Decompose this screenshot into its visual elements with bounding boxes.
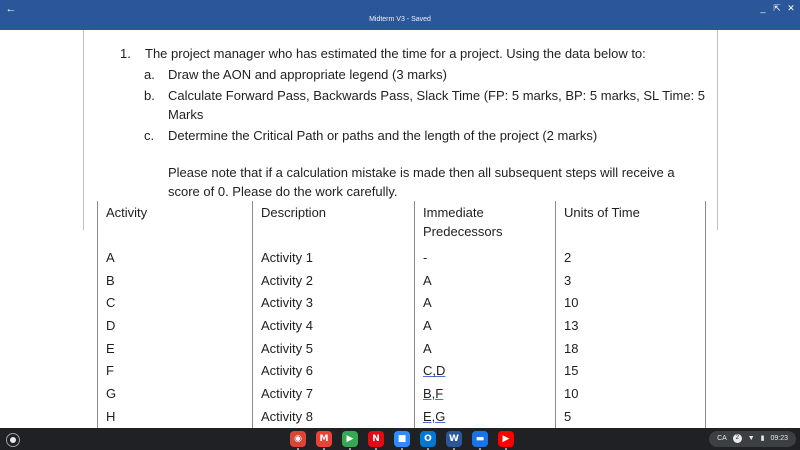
activity-cell-text: C (106, 295, 116, 311)
units-cell (556, 383, 706, 406)
units-cell (556, 292, 706, 315)
item-b-text-line1: Calculate Forward Pass, Backwards Pass, Slack Time (FP: 5 marks, BP: 5 marks, SL Time: 5 (168, 88, 706, 103)
table-row (98, 270, 706, 293)
units-cell (556, 338, 706, 361)
units-cell-text: 5 (564, 408, 572, 424)
table-row (98, 292, 706, 315)
units-cell (556, 315, 706, 338)
header-predecessors (415, 201, 556, 247)
units-cell-text: 15 (564, 363, 579, 379)
units-cell (556, 406, 706, 428)
item-a-text: Draw the AON and appropriate legend (3 marks) (168, 67, 447, 82)
netflix-icon[interactable]: N (368, 431, 384, 447)
predecessors-cell-text: C,D (423, 363, 446, 379)
table-header-row (98, 201, 706, 247)
description-cell (253, 406, 415, 428)
wifi-icon: ▼ (747, 435, 755, 442)
units-cell-text: 10 (564, 386, 579, 402)
right-page-margin (717, 30, 718, 230)
note-line1: Please note that if a calculation mistake is made then all subsequent steps will receive a (168, 165, 675, 180)
predecessors-cell-text: A (423, 340, 432, 356)
activity-cell (98, 292, 253, 315)
activity-cell-text: D (106, 318, 116, 334)
item-b-text-line2: Marks (168, 107, 204, 122)
description-cell-text: Activity 6 (261, 363, 314, 379)
activity-cell-text: F (106, 363, 114, 379)
launcher-icon[interactable] (6, 433, 20, 447)
table-row (98, 406, 706, 428)
description-cell (253, 247, 415, 270)
activity-cell (98, 247, 253, 270)
description-cell (253, 270, 415, 293)
description-cell (253, 338, 415, 361)
activity-table (97, 201, 706, 428)
description-cell (253, 315, 415, 338)
youtube-icon[interactable]: ▶ (498, 431, 514, 447)
units-cell-text: 2 (564, 250, 572, 265)
activity-cell (98, 360, 253, 383)
activity-cell (98, 338, 253, 361)
table-row (98, 315, 706, 338)
predecessors-cell-text: A (423, 318, 432, 334)
description-cell-text: Activity 2 (261, 272, 314, 288)
activity-cell (98, 315, 253, 338)
units-cell-text: 3 (564, 272, 572, 288)
left-page-margin (83, 30, 84, 230)
table-row (98, 383, 706, 406)
notification-badge: 2 (733, 434, 742, 443)
chrome-icon[interactable]: ◉ (290, 431, 306, 447)
predecessors-cell-text: - (423, 250, 428, 265)
table-row (98, 247, 706, 270)
predecessors-cell-text: A (423, 272, 432, 288)
units-cell (556, 247, 706, 270)
predecessors-cell (415, 315, 556, 338)
restore-icon[interactable]: ⇱ (773, 3, 781, 13)
activity-cell-text: A (106, 250, 115, 265)
description-cell (253, 292, 415, 315)
note-line2: score of 0. Please do the work carefully. (168, 184, 398, 199)
description-cell-text: Activity 3 (261, 295, 314, 311)
predecessors-cell (415, 338, 556, 361)
description-cell-text: Activity 7 (261, 386, 314, 402)
back-arrow-icon[interactable]: ← (5, 3, 17, 15)
window-title-bar (0, 0, 800, 30)
units-cell-text: 18 (564, 340, 579, 356)
play-store-icon[interactable]: ▶ (342, 431, 358, 447)
activity-cell (98, 270, 253, 293)
locale-indicator: CA (717, 435, 727, 442)
description-cell-text: Activity 8 (261, 408, 314, 424)
predecessors-cell (415, 292, 556, 315)
table-row (98, 360, 706, 383)
activity-cell (98, 383, 253, 406)
predecessors-cell-text: E,G (423, 408, 446, 424)
clock: 09:23 (770, 435, 788, 442)
description-cell-text: Activity 1 (261, 250, 314, 265)
units-cell (556, 360, 706, 383)
predecessors-cell (415, 383, 556, 406)
files-icon[interactable]: ▬ (472, 431, 488, 447)
word-icon[interactable]: W (446, 431, 462, 447)
activity-cell-text: B (106, 272, 115, 288)
activity-cell (98, 406, 253, 428)
description-cell (253, 360, 415, 383)
gmail-icon[interactable]: M (316, 431, 332, 447)
header-predecessors-line2: Predecessors (423, 224, 503, 239)
window-title: Midterm V3 - Saved (369, 16, 431, 23)
battery-icon: ▮ (760, 435, 765, 442)
predecessors-cell-text: B,F (423, 386, 444, 402)
units-cell-text: 13 (564, 318, 579, 334)
header-predecessors-line1: Immediate (423, 205, 484, 220)
document-page[interactable] (0, 30, 800, 428)
item-c-marker: c. (144, 128, 155, 143)
activity-cell-text: E (106, 340, 115, 356)
close-icon[interactable]: ✕ (787, 3, 795, 13)
outlook-icon[interactable]: O (420, 431, 436, 447)
item-b-marker: b. (144, 88, 155, 103)
item-a-marker: a. (144, 67, 155, 82)
header-activity: Activity (98, 201, 253, 247)
question-number: 1. (120, 46, 131, 61)
predecessors-cell (415, 406, 556, 428)
description-cell (253, 383, 415, 406)
description-cell-text: Activity 5 (261, 340, 314, 356)
header-description: Description (253, 201, 415, 247)
question-text: The project manager who has estimated the time for a project. Using the data below to: (145, 46, 646, 61)
predecessors-cell (415, 247, 556, 270)
predecessors-cell (415, 270, 556, 293)
zoom-icon[interactable]: ■ (394, 431, 410, 447)
description-cell-text: Activity 4 (261, 318, 314, 334)
activity-cell-text: H (106, 408, 116, 424)
table-row (98, 338, 706, 361)
system-tray[interactable] (709, 431, 796, 447)
predecessors-cell (415, 360, 556, 383)
units-cell-text: 10 (564, 295, 579, 311)
units-cell (556, 270, 706, 293)
shelf-taskbar (0, 428, 800, 450)
predecessors-cell-text: A (423, 295, 432, 311)
activity-cell-text: G (106, 386, 117, 402)
minimize-icon[interactable]: _ (760, 3, 766, 13)
header-units-of-time: Units of Time (556, 201, 706, 247)
item-c-text: Determine the Critical Path or paths and the length of the project (2 marks) (168, 128, 598, 143)
